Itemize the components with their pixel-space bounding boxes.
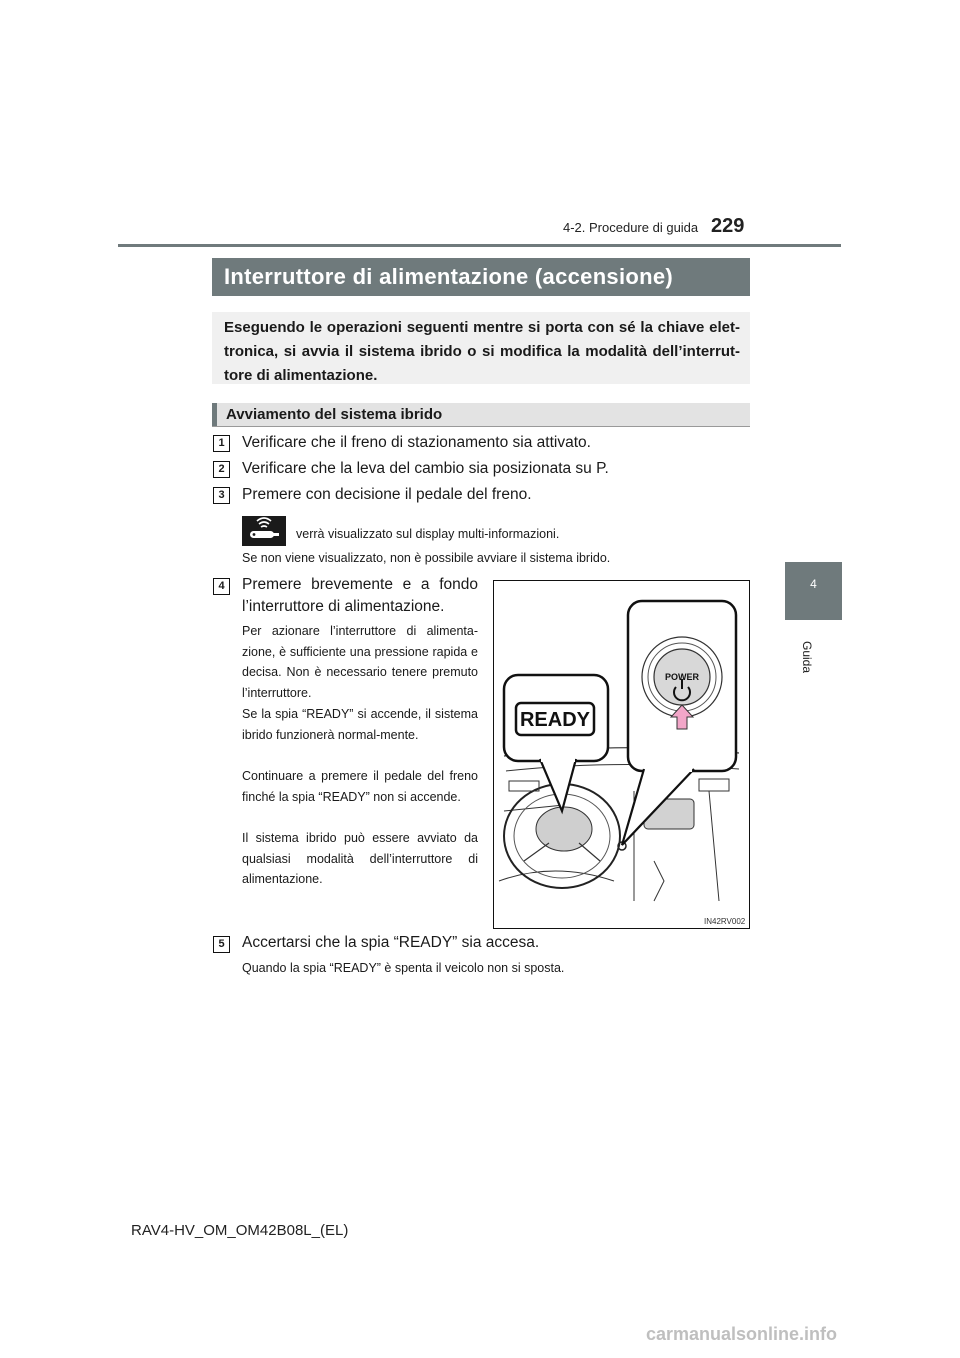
section-title: 4-2. Procedure di guida — [563, 220, 699, 235]
intro-text: Eseguendo le operazioni seguenti mentre si porta con sé la chiave elet-tronica, si avvia il sistema ibrido o si modifica la modalità dell’interrut-tore di alimentazione. — [224, 319, 740, 384]
step-number-4: 4 — [213, 578, 230, 595]
ready-label: READY — [519, 709, 590, 731]
chapter-label: Guida — [800, 640, 814, 674]
step4-paragraph-3: Continuare a premere il pedale del freno finché la spia “READY” non si accende. — [242, 769, 478, 804]
subsection-accent — [212, 403, 217, 426]
page-title: Interruttore di alimentazione (accensione) — [224, 264, 674, 289]
step-number-3: 3 — [213, 487, 230, 504]
step-text-2: Verificare che la leva del cambio sia posizionata su P. — [242, 460, 609, 477]
step-text-4-line2: l’interruttore di alimentazione. — [242, 598, 445, 615]
step-number-2: 2 — [213, 461, 230, 478]
document-code: RAV4-HV_OM_OM42B08L_(EL) — [131, 1222, 349, 1239]
dashboard-illustration — [493, 580, 750, 929]
watermark: carmanualsonline.info — [646, 1324, 838, 1344]
step-number-5: 5 — [213, 936, 230, 953]
step3-note: Se non viene visualizzato, non è possibile avviare il sistema ibrido. — [242, 551, 611, 565]
subsection-title: Avviamento del sistema ibrido — [226, 406, 443, 423]
step4-paragraph-1: Per azionare l’interruttore di alimenta-zione, è sufficiente una pressione rapida e decisa. Non è necessario tenere premuto l’interruttore. — [242, 624, 478, 700]
step4-paragraph-4: Il sistema ibrido può essere avviato da qualsiasi modalità dell’interruttore di alimentazione. — [242, 831, 478, 886]
header-rule — [118, 244, 841, 247]
chapter-tab[interactable] — [785, 562, 842, 620]
power-label: POWER — [664, 672, 699, 682]
step-text-4-line1: Premere brevemente e a fondo — [242, 576, 478, 593]
page-title-bar — [212, 258, 750, 296]
step5-note: Quando la spia “READY” è spenta il veicolo non si sposta. — [242, 961, 565, 975]
step-text-5: Accertarsi che la spia “READY” sia accesa. — [242, 934, 540, 951]
subsection-header — [212, 403, 750, 427]
dashboard-drawing — [494, 581, 749, 928]
illustration-code: IN42RV002 — [704, 917, 746, 926]
step-number-1: 1 — [213, 435, 230, 452]
key-indicator-icon — [242, 516, 286, 546]
chapter-number: 4 — [810, 577, 817, 591]
step-text-3: Premere con decisione il pedale del freno. — [242, 486, 532, 503]
step-text-1: Verificare che il freno di stazionamento sia attivato. — [242, 434, 591, 451]
step4-paragraph-2: Se la spia “READY” si accende, il sistema ibrido funzionerà normal-mente. — [242, 707, 478, 742]
intro-box — [212, 312, 750, 384]
page-number: 229 — [711, 215, 745, 237]
indicator-caption: verrà visualizzato sul display multi-informazioni. — [296, 527, 560, 541]
